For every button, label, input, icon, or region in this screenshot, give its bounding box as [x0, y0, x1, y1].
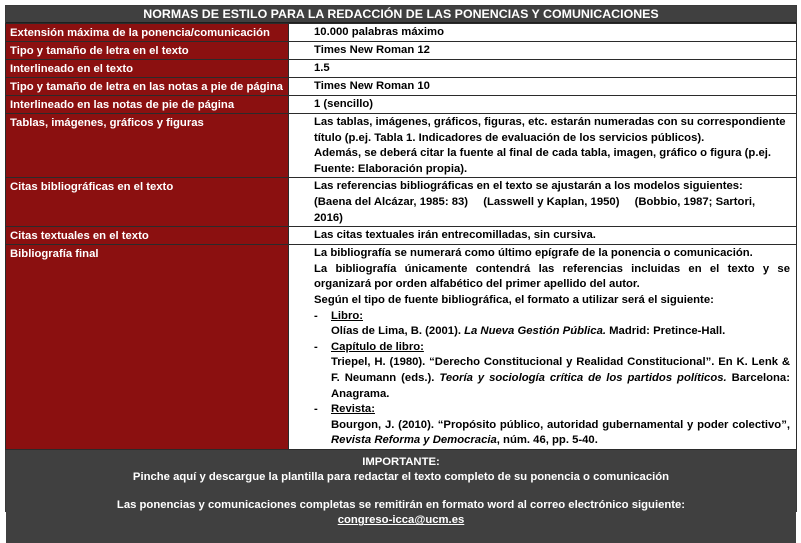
spacer: [6, 486, 796, 498]
row-label-citations: Citas bibliográficas en el texto: [6, 178, 289, 227]
table-row: [6, 114, 797, 178]
table-row: [6, 96, 797, 114]
journal-ref-text: Bourgon, J. (2010). “Propósito público, autoridad gubernamental y poder colectivo”,: [331, 418, 790, 431]
row-value-spacing-text: 1.5: [289, 60, 797, 78]
book-heading-label: Libro:: [331, 309, 363, 322]
book-reference: [314, 324, 790, 340]
notice-heading: IMPORTANTE:: [362, 455, 440, 468]
tables-paragraph-2: Además, se deberá citar la fuente al final de cada tabla, imagen, gráfico o figura (p.ej. Fuente: Elaboración propia).: [314, 147, 772, 175]
row-value-bibliography: [289, 245, 797, 450]
chapter-format-heading: [314, 340, 790, 356]
book-format-heading: [314, 309, 790, 325]
style-guide-sheet: [5, 5, 797, 527]
table-row: [6, 227, 797, 245]
table-row: [6, 60, 797, 78]
journal-heading-label: Revista:: [331, 403, 375, 416]
list-dash: -: [314, 309, 318, 322]
citation-example: (Bobbio, 1987; Sartori, 2016): [314, 195, 756, 224]
citation-example: (Baena del Alcázar, 1985: 83): [314, 195, 469, 208]
table-row: [6, 178, 797, 227]
row-label-spacing-notes: Interlineado en las notas de pie de página: [6, 96, 289, 114]
table-row: [6, 24, 797, 42]
chapter-ref-text: Triepel, H. (1980). “Derecho Constitucional y Realidad Constitucional”. En K. Lenk & F. Neumann (eds.).: [331, 356, 790, 384]
row-value-font-notes: Times New Roman 10: [289, 78, 797, 96]
bibliography-paragraph-1: La bibliografía se numerará como último epígrafe de la ponencia o comunicación.: [314, 247, 753, 260]
row-value-spacing-notes: 1 (sencillo): [289, 96, 797, 114]
row-label-bibliography: Bibliografía final: [6, 245, 289, 450]
chapter-heading-label: Capítulo de libro:: [331, 340, 424, 353]
table-row: [6, 245, 797, 450]
table-row: [6, 78, 797, 96]
chapter-ref-title: Teoría y sociología crítica de los partidos políticos.: [439, 371, 727, 384]
style-rules-table: [5, 23, 797, 450]
citations-intro: Las referencias bibliográficas en el texto se ajustarán a los modelos siguientes:: [314, 180, 743, 193]
tables-paragraph-1: Las tablas, imágenes, gráficos, figuras, etc. estarán numeradas con su correspondiente título (p.ej. Tabla 1. Indicadores de evaluación de los servicios públicos).: [314, 116, 786, 144]
row-label-spacing-text: Interlineado en el texto: [6, 60, 289, 78]
row-value-extension: 10.000 palabras máximo: [289, 24, 797, 42]
book-ref-text: Olías de Lima, B. (2001).: [331, 325, 465, 338]
page-title: NORMAS DE ESTILO PARA LA REDACCIÓN DE LAS PONENCIAS Y COMUNICACIONES: [6, 6, 796, 23]
row-value-font-text: Times New Roman 12: [289, 42, 797, 60]
row-value-citations: [289, 178, 797, 227]
row-label-quotes: Citas textuales en el texto: [6, 227, 289, 245]
journal-format-heading: [314, 402, 790, 418]
chapter-ref-publisher: Barcelona: Anagrama.: [331, 371, 790, 400]
row-label-font-notes: Tipo y tamaño de letra en las notas a pie de página: [6, 78, 289, 96]
row-value-tables: [289, 114, 797, 178]
row-value-quotes: Las citas textuales irán entrecomilladas, sin cursiva.: [289, 227, 797, 245]
table-row: [6, 42, 797, 60]
journal-ref-title: Revista Reforma y Democracia: [331, 434, 497, 447]
row-label-font-text: Tipo y tamaño de letra en el texto: [6, 42, 289, 60]
row-label-tables: Tablas, imágenes, gráficos y figuras: [6, 114, 289, 178]
bibliography-paragraph-2: La bibliografía únicamente contendrá las referencias incluidas en el texto y se organizará por orden alfabético del primer apellido del autor.: [314, 262, 790, 291]
download-template-link[interactable]: Pinche aquí y descargue la plantilla para redactar el texto completo de su ponencia o comunicación: [132, 471, 670, 484]
contact-email-link[interactable]: congreso-icca@ucm.es: [337, 514, 465, 527]
book-ref-publisher: Madrid: Pretince-Hall.: [606, 325, 726, 338]
list-dash: -: [314, 403, 318, 416]
chapter-reference: [314, 355, 790, 402]
submission-instructions: Las ponencias y comunicaciones completas se remitirán en formato word al correo electrónico siguiente:: [116, 498, 686, 511]
citation-examples: [314, 195, 790, 226]
book-ref-title: La Nueva Gestión Pública.: [464, 325, 606, 338]
bibliography-paragraph-3: Según el tipo de fuente bibliográfica, el formato a utilizar será el siguiente:: [314, 293, 714, 306]
list-dash: -: [314, 340, 318, 353]
important-notice: [6, 450, 796, 543]
citation-example: (Lasswell y Kaplan, 1950): [483, 195, 620, 208]
row-label-extension: Extensión máxima de la ponencia/comunicación: [6, 24, 289, 42]
journal-reference: [314, 418, 790, 449]
journal-ref-details: , núm. 46, pp. 5-40.: [496, 434, 598, 447]
